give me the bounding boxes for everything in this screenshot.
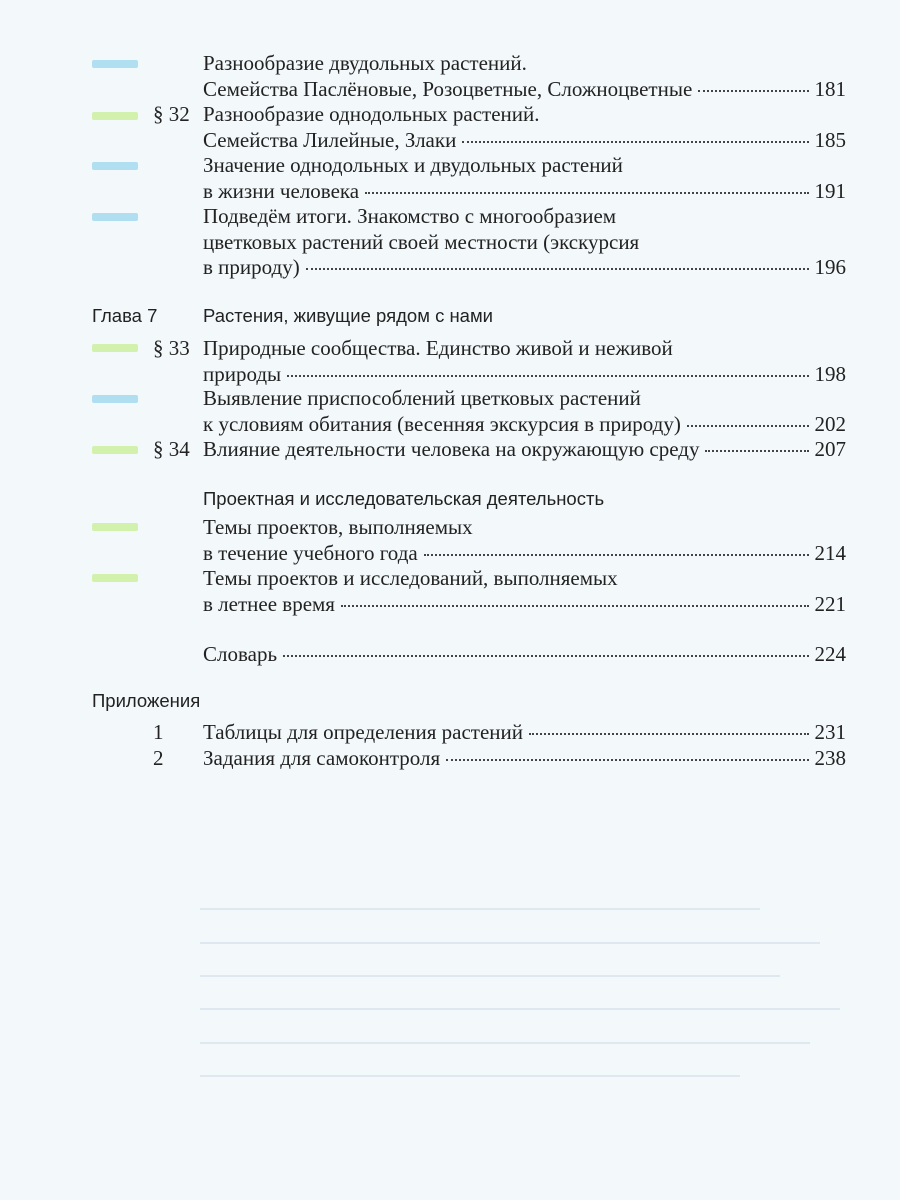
entry-line: Задания для самоконтроля bbox=[203, 746, 441, 770]
dot-leader bbox=[687, 424, 809, 427]
toc-entry[interactable] bbox=[203, 515, 846, 566]
chapter-heading bbox=[92, 305, 202, 327]
appendix-number: 2 bbox=[153, 746, 164, 770]
dot-leader bbox=[283, 654, 808, 657]
entry-line: к условиям обитания (весенняя экскурсия в природу) bbox=[203, 411, 681, 436]
entry-line: Разнообразие двудольных растений. bbox=[203, 51, 527, 75]
page-number: 202 bbox=[814, 411, 846, 436]
chapter-title: Растения, живущие рядом с нами bbox=[203, 305, 494, 326]
color-marker bbox=[92, 213, 138, 221]
paragraph-number: § 33 bbox=[153, 336, 190, 360]
toc-entry[interactable] bbox=[203, 720, 846, 746]
toc-entry[interactable] bbox=[203, 336, 846, 387]
entry-line: Таблицы для определения растений bbox=[203, 720, 524, 744]
chapter-number: Глава 7 bbox=[92, 305, 158, 326]
page-number: 224 bbox=[814, 642, 846, 666]
appendix-number: 1 bbox=[153, 720, 164, 744]
toc-entry[interactable] bbox=[203, 437, 846, 463]
color-marker bbox=[92, 60, 138, 68]
page-number: 196 bbox=[814, 255, 846, 279]
entry-line: цветковых растений своей местности (экскурсия bbox=[203, 229, 640, 254]
toc-entry[interactable] bbox=[203, 204, 846, 281]
section-heading: Проектная и исследовательская деятельность bbox=[203, 488, 605, 509]
entry-line: в жизни человека bbox=[203, 178, 360, 203]
entry-line: Темы проектов и исследований, выполняемых bbox=[203, 566, 618, 590]
entry-line: Природные сообщества. Единство живой и неживой bbox=[203, 336, 673, 360]
toc-entry[interactable] bbox=[203, 566, 846, 617]
color-marker bbox=[92, 112, 138, 120]
entry-line: Влияние деятельности человека на окружающую среду bbox=[203, 437, 700, 461]
show-through-line bbox=[200, 1008, 840, 1010]
color-marker bbox=[92, 446, 138, 454]
color-marker bbox=[92, 344, 138, 352]
entry-line: Темы проектов, выполняемых bbox=[203, 515, 473, 539]
dot-leader bbox=[462, 140, 808, 143]
dot-leader bbox=[529, 732, 808, 735]
entry-line: Разнообразие однодольных растений. bbox=[203, 102, 540, 126]
entry-line: Значение однодольных и двудольных растений bbox=[203, 153, 623, 177]
dot-leader bbox=[446, 758, 808, 761]
show-through-line bbox=[200, 975, 780, 977]
dot-leader bbox=[424, 553, 809, 556]
dot-leader bbox=[287, 374, 808, 377]
entry-line: Выявление приспособлений цветковых растений bbox=[203, 386, 641, 410]
page-number: 238 bbox=[814, 746, 846, 770]
entry-line: в течение учебного года bbox=[203, 540, 418, 565]
dot-leader bbox=[306, 267, 809, 270]
toc-entry[interactable] bbox=[203, 153, 846, 204]
toc-entry[interactable] bbox=[203, 51, 846, 102]
page-number: 207 bbox=[814, 437, 846, 461]
dot-leader bbox=[365, 191, 808, 194]
paragraph-number: § 32 bbox=[153, 102, 190, 126]
entry-line: в летнее время bbox=[203, 591, 335, 616]
toc-entry[interactable] bbox=[203, 746, 846, 772]
color-marker bbox=[92, 574, 138, 582]
page-number: 185 bbox=[814, 127, 846, 152]
entry-line: Семейства Паслёновые, Розоцветные, Сложноцветные bbox=[203, 76, 693, 101]
dot-leader bbox=[705, 449, 808, 452]
page-number: 221 bbox=[814, 591, 846, 616]
show-through-line bbox=[200, 1075, 740, 1077]
show-through-line bbox=[200, 1042, 810, 1044]
appendix-heading: Приложения bbox=[92, 690, 201, 711]
entry-line: природы bbox=[203, 361, 282, 386]
entry-line: Словарь bbox=[203, 642, 278, 666]
page-number: 181 bbox=[814, 76, 846, 101]
page-number: 214 bbox=[814, 540, 846, 565]
show-through-line bbox=[200, 942, 820, 944]
dot-leader bbox=[341, 604, 809, 607]
color-marker bbox=[92, 395, 138, 403]
color-marker bbox=[92, 162, 138, 170]
page-number: 198 bbox=[814, 361, 846, 386]
dot-leader bbox=[698, 89, 808, 92]
toc-entry[interactable] bbox=[203, 102, 846, 153]
entry-line: Семейства Лилейные, Злаки bbox=[203, 127, 457, 152]
toc-entry[interactable] bbox=[203, 386, 846, 437]
entry-line: в природу) bbox=[203, 255, 300, 279]
page-number: 231 bbox=[814, 720, 846, 744]
show-through-line bbox=[200, 908, 760, 910]
page-number: 191 bbox=[814, 178, 846, 203]
color-marker bbox=[92, 523, 138, 531]
paragraph-number: § 34 bbox=[153, 437, 190, 461]
entry-line: Подведём итоги. Знакомство с многообразием bbox=[203, 204, 617, 228]
toc-entry[interactable] bbox=[203, 642, 846, 668]
